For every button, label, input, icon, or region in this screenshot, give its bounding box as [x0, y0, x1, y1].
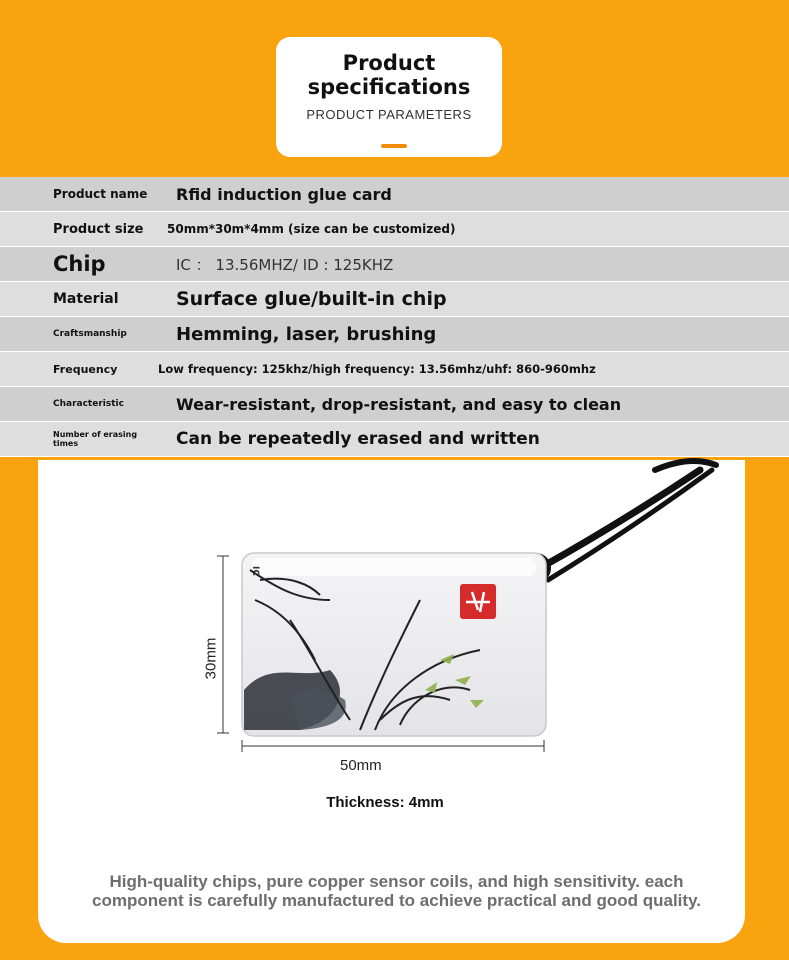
spec-value: IC ： 13.56MHZ/ ID : 125KHZ: [176, 255, 394, 274]
lanyard-cord: [524, 461, 716, 580]
spec-label: Characteristic: [53, 399, 124, 409]
product-description: High-quality chips, pure copper sensor coils, and high sensitivity. each component is carefully manufactured to achieve practical and good quality.: [92, 872, 701, 910]
spec-label: Chip: [53, 252, 106, 276]
spec-value: Surface glue/built-in chip: [176, 288, 447, 310]
spec-label: Number of erasing times: [53, 430, 138, 448]
spec-label: Craftsmanship: [53, 329, 127, 339]
spec-value: Wear-resistant, drop-resistant, and easy to clean: [176, 394, 622, 414]
spec-value: Rfid induction glue card: [176, 184, 392, 204]
spec-label: Product name: [53, 187, 148, 201]
spec-label: Product size: [53, 221, 144, 237]
width-dimension-line: [242, 740, 544, 752]
spec-label: Material: [53, 291, 119, 307]
width-label: 50mm: [340, 757, 382, 774]
spec-label: Frequency: [53, 362, 118, 376]
thickness-label: Thickness: 4mm: [326, 794, 444, 811]
page-subtitle: PRODUCT PARAMETERS: [306, 107, 472, 122]
red-seal-stamp: [460, 584, 496, 619]
spec-value: 50mm*30m*4mm (size can be customized): [167, 222, 456, 236]
spec-value: Hemming, laser, brushing: [176, 323, 437, 345]
page-title: Product specifications: [307, 51, 471, 99]
card-ic-mark: IC: [250, 566, 260, 576]
spec-value: Low frequency: 125khz/high frequency: 13.56mhz/uhf: 860-960mhz: [158, 362, 596, 376]
spec-value: Can be repeatedly erased and written: [176, 429, 540, 449]
height-label: 30mm: [202, 637, 220, 680]
card-gloss: [252, 558, 536, 576]
